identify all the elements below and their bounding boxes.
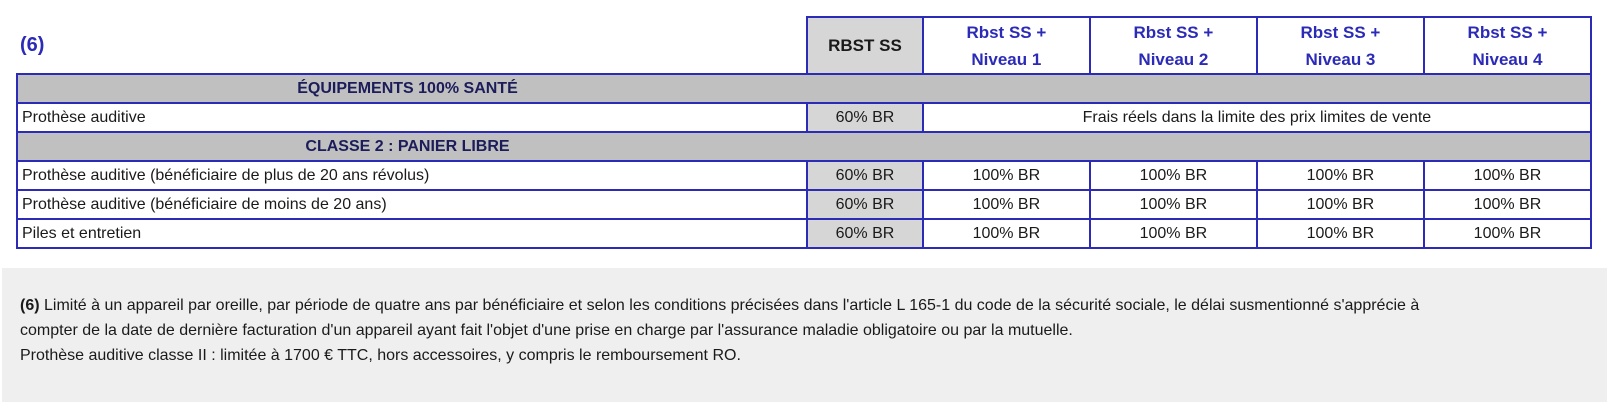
table-row <box>17 219 1591 248</box>
table-row <box>17 103 1591 132</box>
row-niveau-1-value: 100% BR <box>923 161 1090 190</box>
footnote-marker: (6) <box>20 297 40 314</box>
guarantee-table <box>16 16 1592 249</box>
footnote <box>2 268 1607 402</box>
column-header-rbst-ss: RBST SS <box>807 17 923 74</box>
header-row <box>17 17 1591 74</box>
row-niveau-1-value: 100% BR <box>923 190 1090 219</box>
row-label: Prothèse auditive (bénéficiaire de moins de 20 ans) <box>17 190 807 219</box>
row-ss-value: 60% BR <box>807 103 923 132</box>
column-header-niveau-1: Rbst SS + Niveau 1 <box>923 17 1090 74</box>
row-niveau-4-value: 100% BR <box>1424 161 1591 190</box>
row-label: Prothèse auditive <box>17 103 807 132</box>
row-ss-value: 60% BR <box>807 219 923 248</box>
column-header-niveau-2: Rbst SS + Niveau 2 <box>1090 17 1257 74</box>
header-blank <box>17 17 807 74</box>
footnote-line-2: compter de la date de dernière facturation d'un appareil ayant fait l'objet d'une prise en charge par l'assurance maladie obligatoire ou par la mutuelle. <box>20 322 1073 339</box>
row-merged-value: Frais réels dans la limite des prix limites de vente <box>923 103 1591 132</box>
footnote-line-3: Prothèse auditive classe II : limitée à 1700 € TTC, hors accessoires, y compris le remboursement RO. <box>20 347 741 364</box>
table-row <box>17 161 1591 190</box>
row-niveau-4-value: 100% BR <box>1424 219 1591 248</box>
row-niveau-2-value: 100% BR <box>1090 219 1257 248</box>
row-label: Prothèse auditive (bénéficiaire de plus de 20 ans révolus) <box>17 161 807 190</box>
note-marker: (6) <box>20 34 45 56</box>
row-niveau-4-value: 100% BR <box>1424 190 1591 219</box>
row-niveau-3-value: 100% BR <box>1257 161 1424 190</box>
column-header-niveau-4: Rbst SS + Niveau 4 <box>1424 17 1591 74</box>
section-row <box>17 132 1591 161</box>
row-label: Piles et entretien <box>17 219 807 248</box>
row-niveau-1-value: 100% BR <box>923 219 1090 248</box>
column-header-niveau-3: Rbst SS + Niveau 3 <box>1257 17 1424 74</box>
row-niveau-2-value: 100% BR <box>1090 190 1257 219</box>
row-ss-value: 60% BR <box>807 161 923 190</box>
table-row <box>17 190 1591 219</box>
row-niveau-2-value: 100% BR <box>1090 161 1257 190</box>
footnote-line-1 <box>20 293 1589 318</box>
row-niveau-3-value: 100% BR <box>1257 190 1424 219</box>
row-niveau-3-value: 100% BR <box>1257 219 1424 248</box>
row-ss-value: 60% BR <box>807 190 923 219</box>
section-title-classe-2: CLASSE 2 : PANIER LIBRE <box>17 132 1591 161</box>
section-title-100-sante: ÉQUIPEMENTS 100% SANTÉ <box>17 74 1591 103</box>
section-row <box>17 74 1591 103</box>
footnote-text-1: Limité à un appareil par oreille, par période de quatre ans par bénéficiaire et selon les conditions précisées dans l'article L 165-1 du code de la sécurité sociale, le délai susmentionné s'apprécie à <box>39 297 1420 314</box>
